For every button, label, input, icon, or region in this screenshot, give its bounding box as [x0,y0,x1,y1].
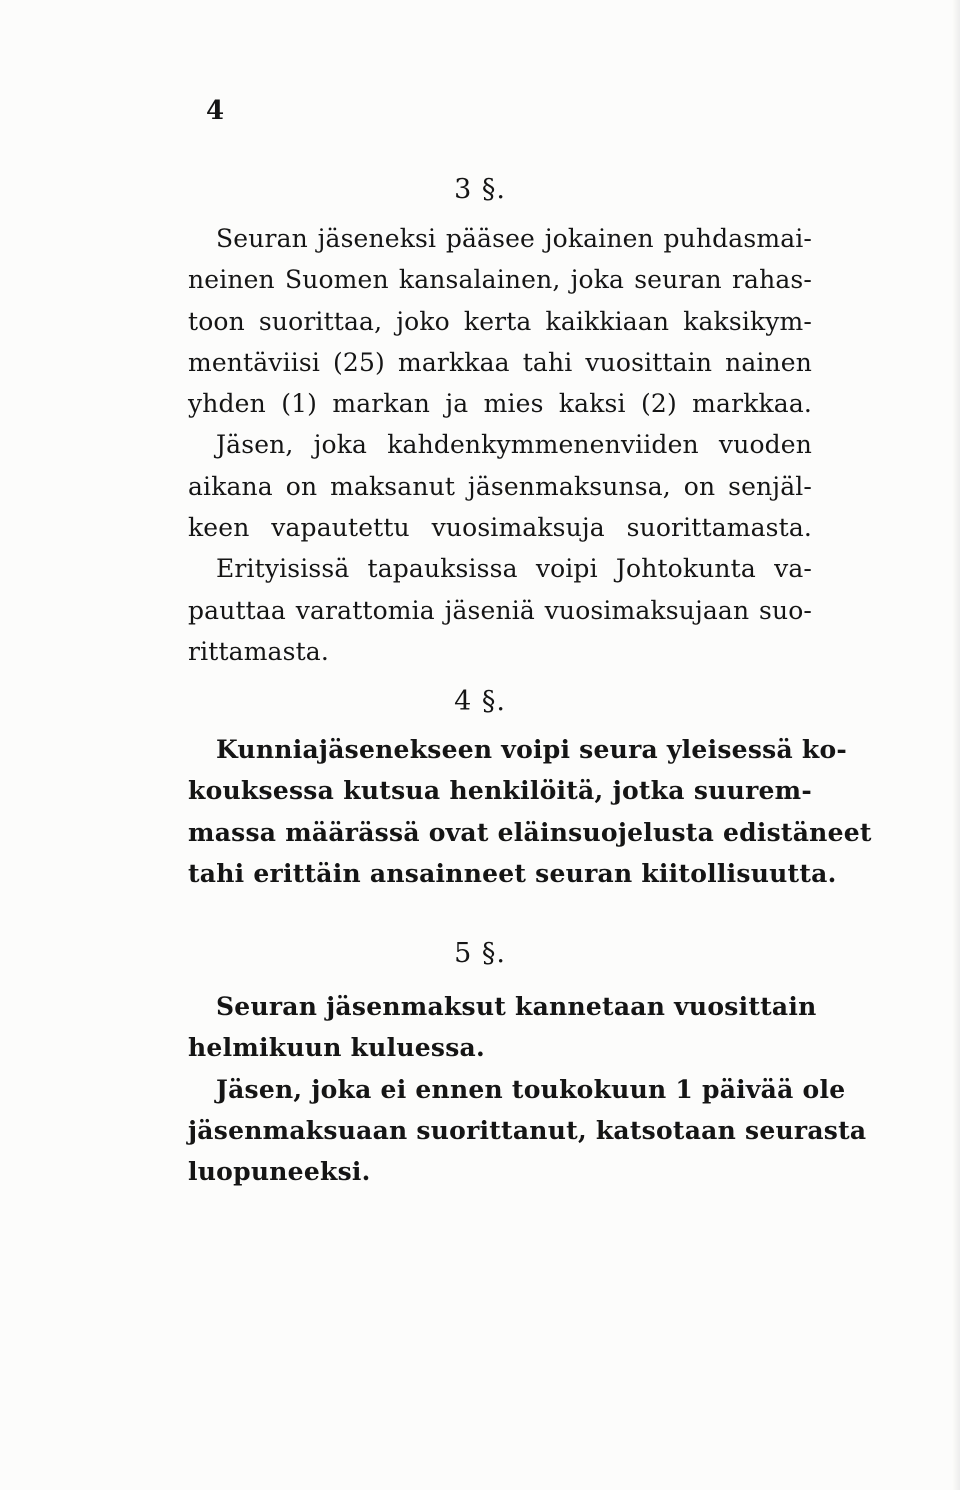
section-4-line: tahi erittäin ansainneet seuran kiitollisuutta. [188,858,837,888]
section-3-text [188,218,812,672]
section-4-line: massa määrässä ovat eläinsuojelusta edistäneet [188,817,872,847]
section-3-line: toon suorittaa, joko kerta kaikkiaan kaksikym- [188,306,812,336]
section-3-line: keen vapautettu vuosimaksuja suorittamasta. [188,513,812,543]
section-3-heading: 3 §. [454,174,506,205]
section-3-line: yhden (1) markan ja mies kaksi (2) markkaa. [188,389,812,419]
section-3-line: Erityisissä tapauksissa voipi Johtokunta va- [216,554,812,584]
section-5-line: Seuran jäsenmaksut kannetaan vuosittain [216,992,817,1021]
section-3-line: neinen Suomen kansalainen, joka seuran rahas- [188,265,812,295]
section-5-line: jäsenmaksuaan suorittanut, katsotaan seurasta [188,1115,867,1145]
section-4-line: kouksessa kutsua henkilöitä, jotka suurem- [188,776,812,806]
section-5-text [188,986,867,1192]
section-5-line: Jäsen, joka ei ennen toukokuun 1 päivää ole [216,1074,846,1104]
section-4-line: Kunniajäsenekseen voipi seura yleisessä ko- [216,735,847,764]
section-3-line: Seuran jäseneksi pääsee jokainen puhdasmai- [216,224,812,253]
page-number: 4 [206,96,225,126]
section-3-line: pauttaa varattomia jäseniä vuosimaksujaan suo- [188,595,812,625]
scan-edge-shadow [952,0,960,1490]
section-3-line: mentäviisi (25) markkaa tahi vuosittain nainen [188,347,812,377]
section-4-text [188,729,872,894]
section-5-heading: 5 §. [454,938,506,969]
section-5-line: luopuneeksi. [188,1157,371,1187]
section-5-line: helmikuun kuluessa. [188,1033,485,1063]
section-3-line: aikana on maksanut jäsenmaksunsa, on senjäl- [188,471,812,501]
section-3-line: Jäsen, joka kahdenkymmenenviiden vuoden [216,430,812,460]
section-3-line: rittamasta. [188,636,329,666]
section-4-heading: 4 §. [454,686,506,717]
